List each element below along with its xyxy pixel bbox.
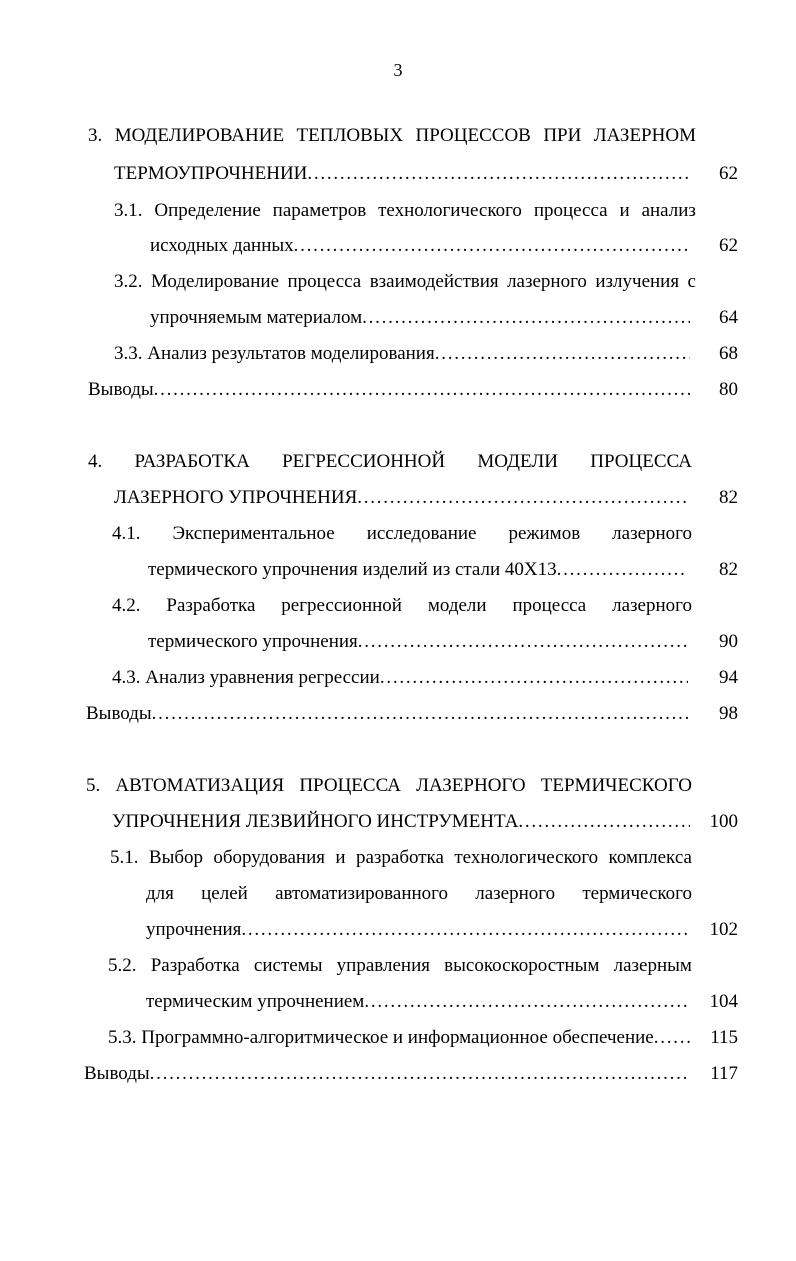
section-title-word: Моделирование: [150, 271, 279, 292]
section-title-continued-word: целей: [201, 883, 248, 904]
conclusions-entry[interactable]: [88, 378, 690, 402]
section-title-continued-word: термического: [582, 883, 692, 904]
conclusions-page-number[interactable]: 80: [719, 379, 738, 400]
section-title-word: управления: [336, 955, 430, 976]
section-entry-text: 3.3. Анализ результатов моделирования: [114, 343, 435, 364]
section-title-word: лазерным: [613, 955, 692, 976]
section-title-word: 5.1.: [110, 847, 139, 868]
section-entry-text: 5.3. Программно-алгоритмическое и информационное обеспечение: [108, 1027, 654, 1048]
section-page-number[interactable]: 104: [709, 991, 738, 1012]
dot-leader: [362, 306, 690, 330]
chapter-heading-word: ЛАЗЕРНОГО: [416, 775, 526, 796]
conclusions-page-number[interactable]: 98: [719, 703, 738, 724]
section-title-word: процесса: [512, 595, 587, 616]
section-title: [114, 199, 696, 223]
section-entry[interactable]: [150, 234, 690, 258]
chapter-heading-word: 5.: [86, 775, 101, 796]
section-title-word: оборудования: [213, 847, 326, 868]
section-title-word: 4.1.: [112, 523, 141, 544]
conclusions-entry-text: Выводы: [86, 703, 152, 724]
dot-leader: [518, 810, 690, 834]
chapter-heading: [88, 124, 696, 148]
section-title-continued-word: автоматизированного: [275, 883, 448, 904]
chapter-heading-word: ПРОЦЕССА: [590, 451, 692, 472]
chapter-page-number[interactable]: 62: [719, 163, 738, 184]
conclusions-entry-text: Выводы: [84, 1063, 150, 1084]
section-title-word: излучения: [595, 271, 680, 292]
section-title-word: процесса: [287, 271, 362, 292]
section-title-word: анализ: [641, 200, 696, 221]
dot-leader: [358, 630, 690, 654]
section-entry[interactable]: [112, 666, 688, 690]
section-page-number[interactable]: 94: [719, 667, 738, 688]
section-title-word: системы: [253, 955, 323, 976]
section-title-word: и: [335, 847, 346, 868]
section-title: [112, 522, 692, 546]
section-entry[interactable]: [148, 558, 688, 582]
chapter-heading-entry[interactable]: [114, 162, 690, 186]
dot-leader: [241, 918, 690, 942]
dot-leader: [154, 378, 690, 402]
dot-leader: [357, 486, 690, 510]
dot-leader: [150, 1062, 688, 1086]
chapter-page-number[interactable]: 100: [709, 811, 738, 832]
section-page-number[interactable]: 102: [709, 919, 738, 940]
conclusions-entry[interactable]: [84, 1062, 688, 1086]
dot-leader: [435, 342, 690, 366]
section-entry[interactable]: [146, 990, 688, 1014]
chapter-heading-word: ПРОЦЕССОВ: [415, 125, 531, 146]
page-number: 3: [393, 60, 403, 80]
section-entry-text: упрочнения: [146, 919, 242, 940]
section-title-continued-word: лазерного: [475, 883, 556, 904]
chapter-heading-word: МОДЕЛИРОВАНИЕ: [114, 125, 285, 146]
section-title-word: лазерного: [612, 523, 692, 544]
chapter-page-number[interactable]: 82: [719, 487, 738, 508]
chapter-heading-entry[interactable]: [114, 486, 690, 510]
section-title: [110, 846, 692, 870]
section-title-word: Определение: [154, 200, 261, 221]
section-title-word: Экспериментальное: [172, 523, 335, 544]
section-entry[interactable]: [108, 1026, 690, 1050]
section-entry-text: упрочняемым материалом: [150, 307, 363, 328]
section-title: [114, 270, 696, 294]
chapter-heading: [86, 774, 692, 798]
section-title-word: комплекса: [608, 847, 692, 868]
section-entry-text: исходных данных: [150, 235, 294, 256]
section-title-word: процесса: [533, 200, 608, 221]
dot-leader: [380, 666, 688, 690]
section-title-word: высокоскоростным: [444, 955, 600, 976]
chapter-heading-word: ЛАЗЕРНОМ: [593, 125, 696, 146]
section-page-number[interactable]: 68: [719, 343, 738, 364]
section-title: [108, 954, 692, 978]
section-title-continued-word: для: [146, 883, 174, 904]
section-title-word: технологического: [378, 200, 522, 221]
conclusions-entry-text: Выводы: [88, 379, 154, 400]
chapter-heading-entry[interactable]: [112, 810, 690, 834]
section-title-word: 5.2.: [108, 955, 137, 976]
section-title-continued: [146, 882, 692, 906]
section-entry-text: термического упрочнения изделий из стали 40Х13: [148, 559, 557, 580]
section-title-word: 3.2.: [114, 271, 143, 292]
section-title-word: лазерного: [612, 595, 692, 616]
chapter-heading-word: РЕГРЕССИОННОЙ: [282, 451, 446, 472]
chapter-heading-entry-text: УПРОЧНЕНИЯ ЛЕЗВИЙНОГО ИНСТРУМЕНТА: [112, 811, 519, 832]
chapter-heading-word: 4.: [88, 451, 103, 472]
chapter-heading-word: РАЗРАБОТКА: [134, 451, 250, 472]
chapter-heading-word: МОДЕЛИ: [477, 451, 558, 472]
section-entry[interactable]: [150, 306, 690, 330]
chapter-heading: [88, 450, 692, 474]
section-title-word: параметров: [272, 200, 367, 221]
section-entry[interactable]: [114, 342, 690, 366]
section-title-word: Разработка: [150, 955, 240, 976]
chapter-heading-word: ТЕРМИЧЕСКОГО: [540, 775, 692, 796]
section-title-word: 4.2.: [112, 595, 141, 616]
section-title-word: с: [687, 271, 696, 292]
conclusions-page-number[interactable]: 117: [710, 1063, 738, 1084]
section-entry-text: термическим упрочнением: [146, 991, 365, 1012]
dot-leader: [294, 234, 690, 258]
conclusions-entry[interactable]: [86, 702, 688, 726]
chapter-heading-word: АВТОМАТИЗАЦИЯ: [115, 775, 285, 796]
section-page-number[interactable]: 64: [719, 307, 738, 328]
chapter-heading-word: ПРИ: [543, 125, 582, 146]
section-page-number[interactable]: 62: [719, 235, 738, 256]
section-title: [112, 594, 692, 618]
section-entry[interactable]: [148, 630, 690, 654]
dot-leader: [557, 558, 688, 582]
section-title-word: исследование: [366, 523, 477, 544]
section-title-word: взаимодействия: [369, 271, 499, 292]
section-title-word: регрессионной: [281, 595, 402, 616]
section-page-number[interactable]: 82: [719, 559, 738, 580]
section-title-word: и: [619, 200, 630, 221]
section-title-word: лазерного: [507, 271, 587, 292]
section-title-word: режимов: [508, 523, 581, 544]
section-title-word: модели: [427, 595, 487, 616]
chapter-heading-word: 3.: [88, 125, 103, 146]
section-entry-text: 4.3. Анализ уравнения регрессии: [112, 667, 380, 688]
dot-leader: [152, 702, 688, 726]
chapter-heading-word: ТЕПЛОВЫХ: [296, 125, 404, 146]
section-page-number[interactable]: 90: [719, 631, 738, 652]
section-entry-text: термического упрочнения: [148, 631, 358, 652]
dot-leader: [307, 162, 690, 186]
chapter-heading-entry-text: ТЕРМОУПРОЧНЕНИИ: [114, 163, 308, 184]
section-entry[interactable]: [146, 918, 690, 942]
section-page-number[interactable]: 115: [710, 1027, 738, 1048]
chapter-heading-entry-text: ЛАЗЕРНОГО УПРОЧНЕНИЯ: [114, 487, 358, 508]
chapter-heading-word: ПРОЦЕССА: [299, 775, 402, 796]
section-title-word: Выбор: [148, 847, 203, 868]
dot-leader: [364, 990, 688, 1014]
section-title-word: 3.1.: [114, 200, 143, 221]
section-title-word: Разработка: [166, 595, 256, 616]
section-title-word: технологического: [454, 847, 599, 868]
section-title-word: разработка: [355, 847, 444, 868]
